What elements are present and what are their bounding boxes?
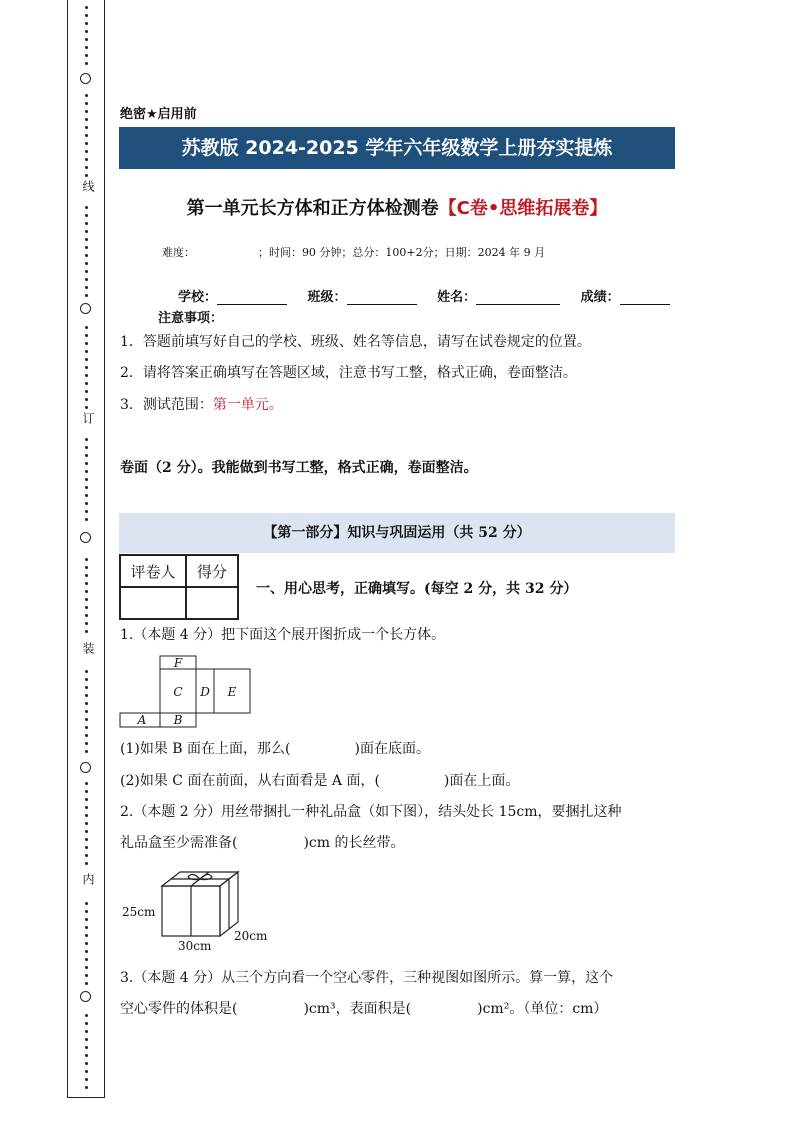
binding-dot [85,486,88,489]
binding-dot [85,246,88,249]
binding-dot [85,54,88,57]
binding-dot [85,262,88,265]
binding-ring [80,532,91,543]
binding-dot [85,366,88,369]
binding-dot [85,574,88,577]
class-input[interactable] [347,292,417,305]
binding-dot [85,966,88,969]
binding-dot [85,398,88,401]
binding-dot [85,342,88,345]
binding-dot [85,470,88,473]
grader-header: 评卷人 [120,555,186,587]
binding-char-nei: 内 [81,873,95,885]
binding-dot [85,158,88,161]
binding-dot [85,478,88,481]
part1-header: 【第一部分】知识与巩固运用（共 52 分） [119,513,675,553]
binding-dot [85,726,88,729]
binding-dot [85,46,88,49]
binding-char-xian: 线 [81,180,95,192]
binding-dot [85,630,88,633]
name-input[interactable] [476,292,560,305]
binding-dot [85,622,88,625]
binding-dot [85,254,88,257]
binding-dot [85,206,88,209]
binding-dot [85,974,88,977]
binding-dot [85,854,88,857]
binding-dot [85,238,88,241]
binding-dot [85,222,88,225]
binding-dot [85,494,88,497]
binding-ring [80,991,91,1002]
binding-dot [85,958,88,961]
binding-dot [85,1038,88,1041]
binding-dot [85,782,88,785]
binding-dot [85,614,88,617]
binding-dot [85,1030,88,1033]
binding-dot [85,582,88,585]
binding-dot [85,510,88,513]
binding-dot [85,1078,88,1081]
binding-dot [85,678,88,681]
binding-dot [85,910,88,913]
binding-ring [80,762,91,773]
binding-dot [85,702,88,705]
binding-dot [85,142,88,145]
binding-dot [85,710,88,713]
q1-sub2 [120,766,519,797]
binding-dot [85,1086,88,1089]
binding-dot [85,830,88,833]
q3-line2-a: 空心零件的体积是( [120,1001,238,1017]
binding-dot [85,22,88,25]
score-cell[interactable] [186,587,238,619]
binding-dot [85,6,88,9]
q1-sub1-b: )面在底面。 [354,741,430,757]
student-fields [178,286,670,305]
binding-dot [85,518,88,521]
q3-line2-b: )cm³，表面积是( [303,1001,412,1017]
net-label-d: D [200,685,210,699]
box-height-label: 25cm [122,905,156,919]
net-label-b: B [173,713,183,727]
note-1: 1．答题前填写好自己的学校、班级、姓名等信息，请写在试卷规定的位置。 [120,334,591,350]
note-3-label: 3．测试范围： [120,397,213,413]
q2-line1: 2.（本题 2 分）用丝带捆扎一种礼品盒（如下图），结头处长 15cm，要捆扎这种 [120,804,622,820]
confidential-mark: 绝密★启用前 [120,107,197,122]
binding-dot [85,942,88,945]
q3-line2-c: )cm²。（单位：cm） [477,1001,608,1017]
binding-dot [85,822,88,825]
binding-dot [85,846,88,849]
binding-dot [85,118,88,121]
binding-dot [85,14,88,17]
binding-dot [85,606,88,609]
binding-dot [85,1062,88,1065]
binding-dot [85,126,88,129]
binding-dot [85,326,88,329]
tidiness-note: 卷面（2 分）。我能做到书写工整，格式正确，卷面整洁。 [120,460,478,476]
binding-dot [85,806,88,809]
binding-dot [85,278,88,281]
binding-dot [85,742,88,745]
q1-stem: 1.（本题 4 分）把下面这个展开图折成一个长方体。 [120,627,446,643]
binding-dot [85,350,88,353]
grade-table [119,554,239,620]
binding-dot [85,382,88,385]
binding-dot [85,670,88,673]
binding-dot [85,270,88,273]
binding-dot [85,1022,88,1025]
binding-dot [85,934,88,937]
binding-dot [85,94,88,97]
net-label-c: C [173,685,183,699]
binding-dot [85,750,88,753]
binding-dot [85,982,88,985]
binding-dot [85,390,88,393]
binding-dot [85,358,88,361]
binding-dot [85,134,88,137]
binding-dot [85,718,88,721]
note-3 [120,394,283,414]
binding-dot [85,902,88,905]
binding-dot [85,446,88,449]
name-label: 姓名： [437,290,477,305]
binding-dot [85,950,88,953]
binding-dot [85,30,88,33]
notes-heading: 注意事项： [158,311,224,326]
binding-dot [85,734,88,737]
exam-subtitle [119,194,675,220]
binding-dot [85,814,88,817]
q1-sub1 [120,734,430,765]
binding-dot [85,558,88,561]
binding-dot [85,110,88,113]
net-label-f: F [173,656,183,670]
note-2: 2．请将答案正确填写在答题区域，注意书写工整，格式正确，卷面整洁。 [120,365,577,381]
q3-line1: 3.（本题 4 分）从三个方向看一个空心零件，三种视图如图所示。算一算，这个 [120,970,614,986]
binding-dot [85,686,88,689]
binding-dot [85,798,88,801]
net-label-e: E [227,685,237,699]
binding-ring [80,73,91,84]
q2-line2 [120,828,405,859]
score-input[interactable] [620,292,670,305]
binding-dot [85,406,88,409]
binding-dot [85,566,88,569]
binding-dot [85,1014,88,1017]
section1-title: 一、用心思考，正确填写。(每空 2 分，共 32 分） [256,581,578,597]
binding-strip [67,0,105,1098]
school-input[interactable] [217,292,287,305]
binding-dot [85,286,88,289]
binding-dot [85,1046,88,1049]
binding-dot [85,790,88,793]
cuboid-net-diagram [118,654,258,730]
exam-banner: 苏教版 2024-2025 学年六年级数学上册夯实提炼 [119,127,675,169]
binding-dot [85,102,88,105]
binding-dot [85,1054,88,1057]
binding-dot [85,62,88,65]
gift-box-diagram [120,866,280,956]
binding-dot [85,166,88,169]
q1-sub2-a: (2)如果 C 面在前面，从右面看是 A 面，( [120,773,380,789]
binding-dot [85,1070,88,1073]
binding-dot [85,462,88,465]
binding-dot [85,334,88,337]
binding-dot [85,598,88,601]
binding-dot [85,174,88,177]
box-width-label: 20cm [234,929,268,943]
q1-sub1-a: (1)如果 B 面在上面，那么( [120,741,291,757]
score-header: 得分 [186,555,238,587]
binding-dot [85,918,88,921]
binding-dot [85,838,88,841]
subtitle-tag: 【C卷•思维拓展卷】 [438,198,608,219]
q2-line2-b: )cm 的长丝带。 [303,835,405,851]
box-length-label: 30cm [178,939,212,953]
binding-dot [85,38,88,41]
binding-ring [80,303,91,314]
binding-dot [85,150,88,153]
binding-marks [68,0,104,1097]
binding-dot [85,374,88,377]
subtitle-main: 第一单元长方体和正方体检测卷 [186,198,439,219]
exam-info: 难度： ；时间：90 分钟；总分：100+2分；日期：2024 年 9 月 [162,246,546,259]
note-3-scope: 第一单元。 [212,397,283,413]
grader-cell[interactable] [120,587,186,619]
binding-dot [85,926,88,929]
class-label: 班级： [307,290,347,305]
binding-dot [85,438,88,441]
school-label: 学校： [178,290,218,305]
binding-dot [85,230,88,233]
binding-dot [85,862,88,865]
binding-char-ding: 订 [81,412,95,424]
q1-sub2-b: )面在上面。 [443,773,520,789]
binding-dot [85,590,88,593]
binding-dot [85,294,88,297]
binding-dot [85,454,88,457]
binding-dot [85,694,88,697]
net-label-a: A [137,713,147,727]
binding-dot [85,214,88,217]
q2-line2-a: 礼品盒至少需准备( [120,835,238,851]
binding-char-zhuang: 装 [81,642,95,654]
q3-line2 [120,994,607,1025]
binding-dot [85,502,88,505]
score-label: 成绩： [580,290,620,305]
